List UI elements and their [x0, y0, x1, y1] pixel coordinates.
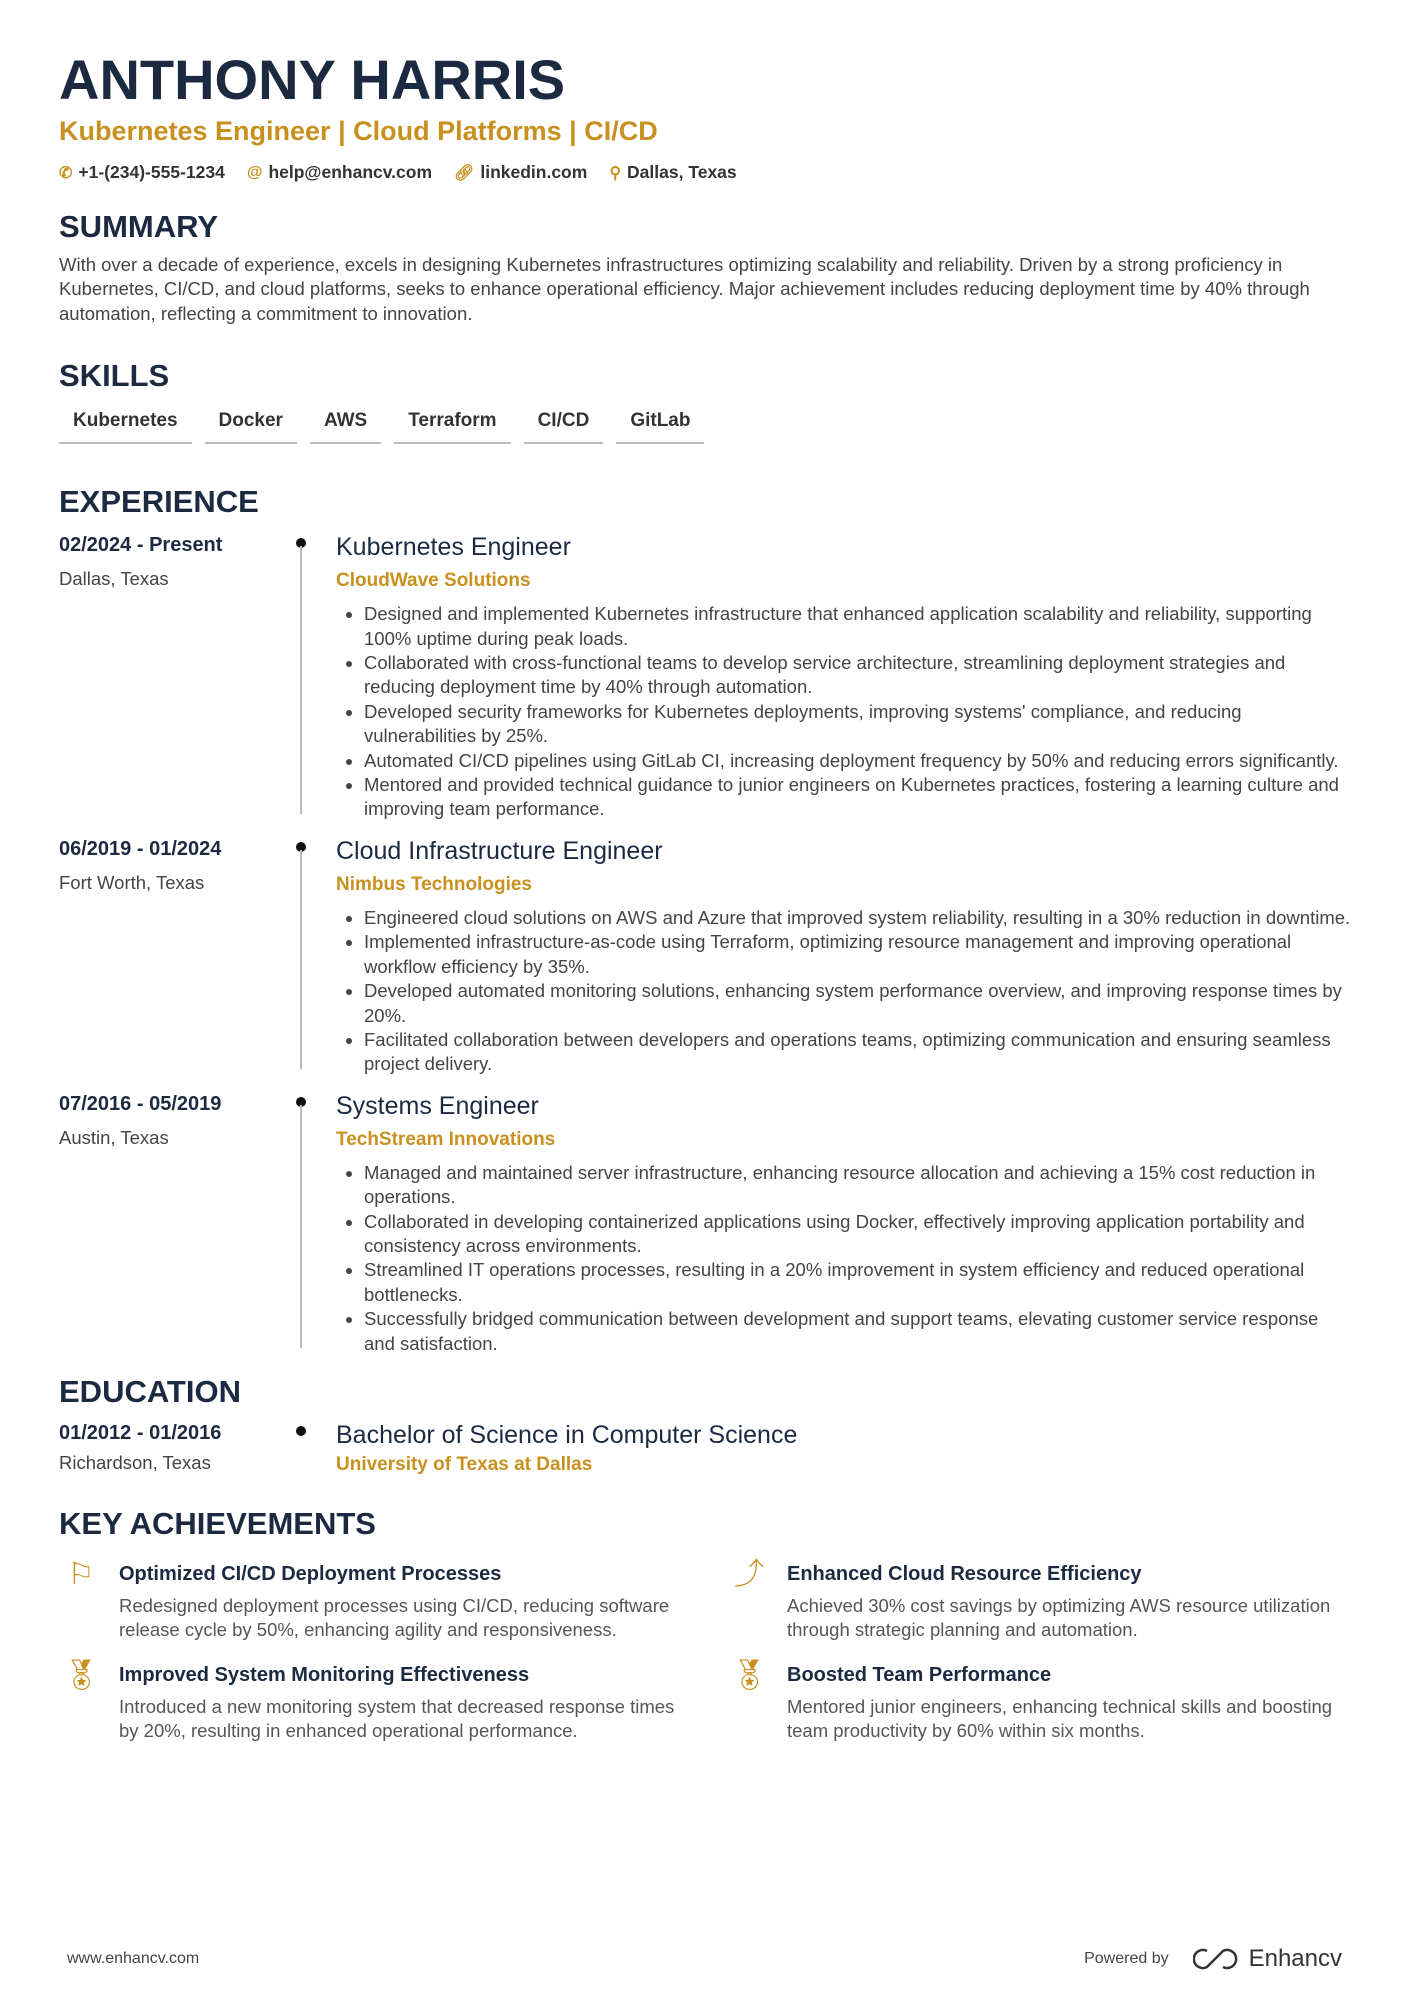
- job-bullet: • Collaborated with cross-functional teams to develop service architecture, streamlining deployment strategies and reducing deployment time by 40% through automation.: [364, 651, 1351, 700]
- achievement-text: Introduced a new monitoring system that decreased response times by 20%, resulting in enhanced operational performance.: [119, 1695, 675, 1742]
- job-bullet: • Facilitated collaboration between developers and operations teams, optimizing communication and ensuring seamless project delivery.: [364, 1028, 1351, 1077]
- job-bullet: • Streamlined IT operations processes, resulting in a 20% improvement in system efficiency and reduced operational bottlenecks.: [364, 1258, 1351, 1307]
- skill-tag: Terraform: [394, 410, 510, 444]
- powered-by: Powered by: [1084, 1950, 1169, 1967]
- candidate-title: Kubernetes Engineer | Cloud Platforms | CI/CD: [59, 116, 658, 146]
- achievement-text: Redesigned deployment processes using CI/CD, reducing software release cycle by 50%, enhancing agility and responsiveness.: [119, 1594, 670, 1641]
- job-dates: 06/2019 - 01/2024: [59, 837, 222, 860]
- timeline-dot: [296, 1426, 306, 1436]
- achievement-title: Improved System Monitoring Effectiveness: [119, 1663, 530, 1686]
- phone-icon: ✆: [59, 164, 73, 182]
- achievement-text: Achieved 30% cost savings by optimizing AWS resource utilization through strategic planning and automation.: [787, 1594, 1331, 1641]
- skill-tag: Kubernetes: [59, 410, 192, 444]
- company-name: TechStream Innovations: [336, 1128, 556, 1150]
- medal-icon: 🏅︎: [61, 1658, 101, 1692]
- company-name: CloudWave Solutions: [336, 570, 531, 592]
- email[interactable]: help@enhancv.com: [268, 162, 433, 182]
- job-dates: 07/2016 - 05/2019: [59, 1092, 222, 1115]
- location: Dallas, Texas: [627, 162, 737, 182]
- job-bullets: [336, 602, 1351, 822]
- strategy-icon: ⤴: [734, 1557, 764, 1591]
- job-bullet: • Collaborated in developing containerized applications using Docker, effectively improving application portability and consistency across environments.: [364, 1210, 1351, 1259]
- timeline: [296, 532, 336, 822]
- school: University of Texas at Dallas: [336, 1453, 593, 1475]
- job-entry: [59, 836, 1351, 1077]
- job-bullets: [336, 906, 1351, 1077]
- job-bullet: • Engineered cloud solutions on AWS and Azure that improved system reliability, resulting in a 30% reduction in downtime.: [364, 906, 1351, 930]
- skill-tag: GitLab: [616, 410, 704, 444]
- job-entry: [59, 532, 1351, 822]
- footer: [67, 1945, 1342, 1973]
- achievement-item: [727, 1658, 1347, 1744]
- job-title: Cloud Infrastructure Engineer: [336, 836, 663, 865]
- footer-website[interactable]: www.enhancv.com: [67, 1950, 200, 1967]
- timeline-line: [300, 850, 302, 1069]
- education-entry: [59, 1420, 1351, 1476]
- job-bullet: • Developed security frameworks for Kubernetes deployments, improving systems' compliance, and reducing vulnerabilities by 25%.: [364, 700, 1351, 749]
- job-bullet: • Automated CI/CD pipelines using GitLab CI, increasing deployment frequency by 50% and reducing errors significantly.: [364, 749, 1351, 773]
- summary-text: With over a decade of experience, excels in designing Kubernetes infrastructures optimizing scalability and reliability. Driven by a strong proficiency in Kubernetes, CI/CD, and cloud platforms, seeks to enhance operational efficiency. Major achievement includes reducing deployment time by 40% through automation, reflecting a commitment to innovation.: [59, 254, 1310, 324]
- job-location: Austin, Texas: [59, 1126, 169, 1148]
- achievements-heading: KEY ACHIEVEMENTS: [59, 1505, 376, 1541]
- contact-bar: [59, 162, 1351, 183]
- summary-heading: SUMMARY: [59, 209, 219, 244]
- job-location: Dallas, Texas: [59, 568, 169, 590]
- achievement-item: [59, 1557, 727, 1643]
- candidate-name: ANTHONY HARRIS: [59, 48, 566, 111]
- job-bullet: • Implemented infrastructure-as-code using Terraform, optimizing resource management and improving operational workflow efficiency by 35%.: [364, 930, 1351, 979]
- timeline: [296, 1420, 336, 1476]
- at-icon: @: [246, 163, 263, 181]
- timeline: [296, 1091, 336, 1356]
- education-location: Richardson, Texas: [59, 1451, 211, 1473]
- job-bullet: • Successfully bridged communication between development and support teams, elevating customer service response and satisfaction.: [364, 1307, 1351, 1356]
- job-bullets: [336, 1161, 1351, 1356]
- experience-heading: EXPERIENCE: [59, 484, 259, 520]
- achievement-item: [727, 1557, 1347, 1643]
- job-bullet: • Designed and implemented Kubernetes infrastructure that enhanced application scalability and reliability, supporting 100% uptime during peak loads.: [364, 602, 1351, 651]
- achievement-text: Mentored junior engineers, enhancing technical skills and boosting team productivity by 60% within six months.: [787, 1695, 1333, 1742]
- job-dates: 02/2024 - Present: [59, 534, 223, 557]
- job-bullet: • Mentored and provided technical guidance to junior engineers on Kubernetes practices, fostering a learning culture and improving team performance.: [364, 773, 1351, 822]
- job-location: Fort Worth, Texas: [59, 871, 205, 893]
- skills-heading: SKILLS: [59, 358, 170, 394]
- company-name: Nimbus Technologies: [336, 873, 533, 895]
- degree: Bachelor of Science in Computer Science: [336, 1420, 798, 1449]
- education-dates: 01/2012 - 01/2016: [59, 1421, 222, 1444]
- achievement-title: Optimized CI/CD Deployment Processes: [119, 1562, 502, 1585]
- timeline: [296, 836, 336, 1077]
- timeline-line: [300, 1105, 302, 1348]
- skill-tag: CI/CD: [524, 410, 604, 444]
- education-heading: EDUCATION: [59, 1373, 241, 1409]
- link-icon: 🔗︎: [454, 164, 475, 182]
- achievement-title: Boosted Team Performance: [787, 1663, 1052, 1686]
- job-entry: [59, 1091, 1351, 1356]
- job-bullet: • Developed automated monitoring solutions, enhancing system performance overview, and improving response times by 20%.: [364, 979, 1351, 1028]
- skills-list: [59, 410, 1351, 444]
- linkedin-link[interactable]: linkedin.com: [480, 162, 588, 182]
- job-title: Kubernetes Engineer: [336, 533, 571, 562]
- job-title: Systems Engineer: [336, 1091, 539, 1120]
- achievements-grid: [59, 1557, 1351, 1744]
- achievement-item: [59, 1658, 727, 1744]
- achievement-title: Enhanced Cloud Resource Efficiency: [787, 1562, 1142, 1585]
- enhancv-logo: [1193, 1945, 1342, 1973]
- brand-name: Enhancv: [1248, 1945, 1342, 1972]
- timeline-line: [300, 546, 302, 814]
- phone: +1-(234)-555-1234: [78, 162, 225, 182]
- flag-icon: ⚐: [67, 1557, 95, 1591]
- skill-tag: Docker: [205, 410, 297, 444]
- location-pin-icon: ⚲: [609, 164, 622, 182]
- enhancv-logo-icon: [1193, 1947, 1239, 1971]
- skill-tag: AWS: [310, 410, 381, 444]
- experience-list: [59, 532, 1351, 1356]
- job-bullet: • Managed and maintained server infrastructure, enhancing resource allocation and achieving a 15% cost reduction in operations.: [364, 1161, 1351, 1210]
- medal-icon: 🏅︎: [729, 1658, 769, 1692]
